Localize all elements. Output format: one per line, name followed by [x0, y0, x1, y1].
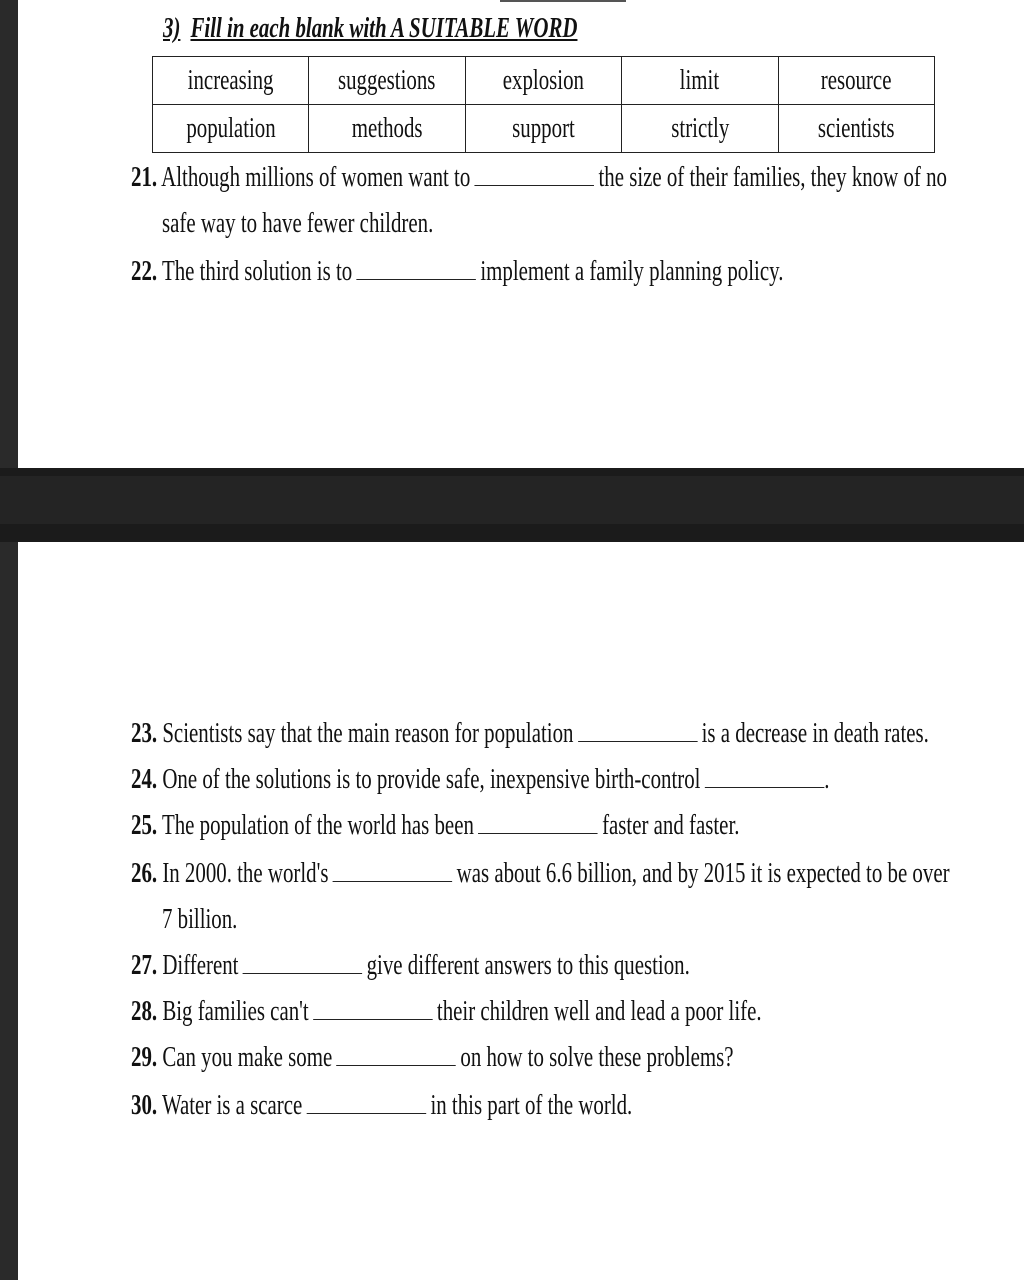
word-cell: population: [153, 105, 309, 153]
word-cell: limit: [622, 57, 778, 105]
answer-blank-24[interactable]: [705, 759, 825, 788]
word-cell: support: [465, 105, 621, 153]
exercise-number: 3): [163, 12, 181, 44]
answer-blank-28[interactable]: [313, 991, 433, 1020]
answer-blank-26[interactable]: [333, 853, 453, 882]
cut-off-line: [500, 0, 626, 2]
answer-blank-23[interactable]: [578, 713, 698, 742]
question-28: 28. Big families can't their children well and lead a poor life.: [131, 988, 762, 1034]
page-separator: [0, 468, 1024, 542]
answer-blank-22[interactable]: [357, 251, 477, 280]
word-bank-row: [153, 57, 935, 105]
question-23: 23. Scientists say that the main reason for population is a decrease in death rates.: [131, 710, 929, 756]
answer-blank-27[interactable]: [243, 945, 363, 974]
question-25: 25. The population of the world has been faster and faster.: [131, 802, 739, 848]
question-30: 30. Water is a scarce in this part of the world.: [131, 1082, 632, 1128]
word-bank-row: [153, 105, 935, 153]
answer-blank-29[interactable]: [337, 1037, 457, 1066]
answer-blank-25[interactable]: [478, 805, 598, 834]
document-page-2: [18, 542, 1024, 1280]
word-cell: suggestions: [309, 57, 465, 105]
exercise-heading: [163, 12, 577, 45]
question-21-continued: safe way to have fewer children.: [162, 207, 434, 239]
answer-blank-30[interactable]: [307, 1085, 427, 1114]
question-29: 29. Can you make some on how to solve these problems?: [131, 1034, 734, 1080]
word-cell: increasing: [153, 57, 309, 105]
word-cell: strictly: [622, 105, 778, 153]
word-cell: scientists: [778, 105, 934, 153]
document-page-1: [18, 0, 1024, 468]
word-cell: resource: [778, 57, 934, 105]
answer-blank-21[interactable]: [475, 157, 595, 186]
word-cell: explosion: [465, 57, 621, 105]
word-bank-table: [152, 56, 935, 153]
question-26-continued: 7 billion.: [162, 903, 238, 935]
question-26: 26. In 2000. the world's was about 6.6 billion, and by 2015 it is expected to be over: [131, 850, 950, 896]
exercise-title: Fill in each blank with A SUITABLE WORD: [190, 12, 578, 44]
question-27: 27. Different give different answers to this question.: [131, 942, 690, 988]
word-cell: methods: [309, 105, 465, 153]
question-22: 22. The third solution is to implement a family planning policy.: [131, 248, 783, 294]
question-21: 21. Although millions of women want to the size of their families, they know of no: [131, 154, 947, 200]
question-24: 24. One of the solutions is to provide safe, inexpensive birth-control .: [131, 756, 830, 802]
